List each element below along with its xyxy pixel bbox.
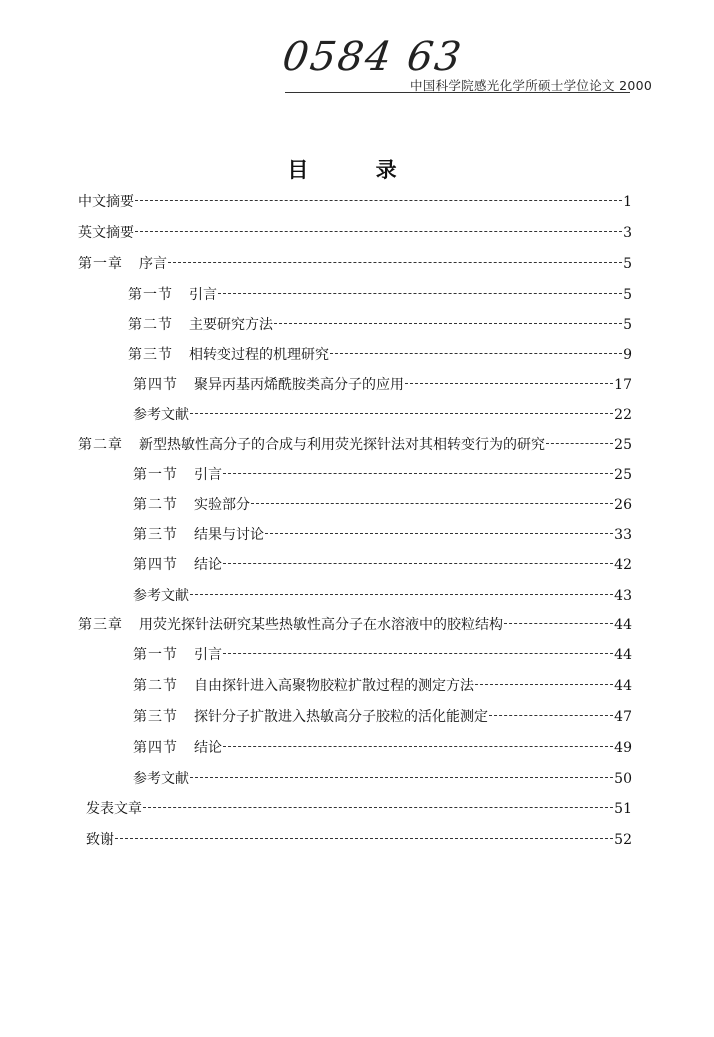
toc-entry-title: 相转变过程的机理研究 [189,347,329,363]
toc-section-number: 第四节 [133,557,178,573]
toc-section-number: 第三节 [133,709,178,725]
toc-entry[interactable] [133,464,632,486]
toc-entry-title: 致谢 [86,832,114,848]
toc-entry-title: 中文摘要 [78,194,134,210]
dotted-leader [251,503,613,504]
dotted-leader [135,200,622,201]
toc-section-number: 第一章 [78,256,123,272]
toc-section-number: 第二章 [78,437,123,453]
handwritten-signature: 0584 63 [279,34,466,80]
toc-entry[interactable] [133,706,632,728]
toc-page-number: 9 [623,347,632,363]
toc-entry-title: 引言 [194,647,222,663]
toc-entry[interactable] [86,829,632,851]
header-rule [285,92,630,93]
toc-entry-title: 实验部分 [194,497,250,513]
toc-section-number: 第二节 [128,317,173,333]
dotted-leader [190,413,613,414]
toc-section-number: 第一节 [133,467,178,483]
toc-entry-title: 参考文献 [133,588,189,604]
toc-entry-title: 结果与讨论 [194,527,264,543]
toc-page-number: 42 [614,557,632,573]
toc-entry[interactable] [133,737,632,759]
toc-entry[interactable] [78,191,632,213]
dotted-leader [330,353,622,354]
toc-page-number: 43 [614,588,632,604]
dotted-leader [190,777,613,778]
toc-page-number: 49 [614,740,632,756]
toc-page-number: 25 [614,437,632,453]
dotted-leader [223,473,613,474]
toc-section-number: 第四节 [133,377,178,393]
toc-entry[interactable] [78,434,632,456]
toc-entry[interactable] [133,374,632,396]
toc-entry[interactable] [78,222,632,244]
running-header: 中国科学院感光化学所硕士学位论文 2000 [410,78,653,93]
toc-entry[interactable] [133,768,632,790]
toc-section-number: 第三节 [128,347,173,363]
toc-section-number: 第一节 [128,287,173,303]
toc-page-number: 51 [614,801,632,817]
toc-entry-title: 序言 [139,256,167,272]
toc-entry[interactable] [78,614,632,636]
toc-page-number: 50 [614,771,632,787]
toc-page-number: 17 [614,377,632,393]
toc-entry[interactable] [128,344,632,366]
toc-entry[interactable] [78,253,632,275]
toc-entry-title: 英文摘要 [78,225,134,241]
toc-entry-title: 参考文献 [133,771,189,787]
toc-entry[interactable] [133,404,632,426]
toc-page-number: 26 [614,497,632,513]
dotted-leader [115,838,613,839]
dotted-leader [223,746,613,747]
dotted-leader [135,231,622,232]
toc-entry[interactable] [133,585,632,607]
toc-entry[interactable] [133,494,632,516]
toc-entry-title: 自由探针进入高聚物胶粒扩散过程的测定方法 [194,678,474,694]
toc-page-number: 44 [614,647,632,663]
toc-entry-title: 发表文章 [86,801,142,817]
toc-entry-title: 参考文献 [133,407,189,423]
toc-entry[interactable] [133,675,632,697]
toc-section-number: 第三章 [78,617,123,633]
dotted-leader [405,383,613,384]
toc-entry[interactable] [133,644,632,666]
toc-entry-title: 结论 [194,740,222,756]
toc-page-number: 33 [614,527,632,543]
toc-entry-title: 聚异丙基丙烯酰胺类高分子的应用 [194,377,404,393]
dotted-leader [489,715,613,716]
dotted-leader [546,443,613,444]
dotted-leader [504,623,613,624]
toc-section-number: 第一节 [133,647,178,663]
dotted-leader [218,293,622,294]
toc-page-number: 5 [623,256,632,272]
dotted-leader [475,684,613,685]
toc-page-number: 44 [614,678,632,694]
toc-entry-title: 主要研究方法 [189,317,273,333]
dotted-leader [190,594,613,595]
dotted-leader [223,653,613,654]
dotted-leader [223,563,613,564]
toc-entry[interactable] [86,798,632,820]
toc-page-number: 52 [614,832,632,848]
toc-section-number: 第二节 [133,497,178,513]
toc-section-number: 第二节 [133,678,178,694]
toc-page-number: 47 [614,709,632,725]
toc-entry-title: 探针分子扩散进入热敏高分子胶粒的活化能测定 [194,709,488,725]
toc-page-number: 5 [623,287,632,303]
toc-entry[interactable] [128,284,632,306]
toc-page-number: 25 [614,467,632,483]
toc-entry-title: 引言 [194,467,222,483]
toc-section-number: 第四节 [133,740,178,756]
toc-section-number: 第三节 [133,527,178,543]
toc-page-number: 44 [614,617,632,633]
toc-page-number: 22 [614,407,632,423]
toc-page-number: 5 [623,317,632,333]
dotted-leader [168,262,622,263]
toc-page-number: 3 [623,225,632,241]
toc-entry-title: 结论 [194,557,222,573]
dotted-leader [274,323,622,324]
toc-page-number: 1 [623,194,632,210]
dotted-leader [143,807,613,808]
dotted-leader [265,533,613,534]
toc-entry-title: 新型热敏性高分子的合成与利用荧光探针法对其相转变行为的研究 [139,437,545,453]
toc-entry-title: 用荧光探针法研究某些热敏性高分子在水溶液中的胶粒结构 [139,617,503,633]
toc-entry[interactable] [128,314,632,336]
toc-entry[interactable] [133,524,632,546]
toc-entry-title: 引言 [189,287,217,303]
toc-entry[interactable] [133,554,632,576]
page-title: 目 录 [287,158,427,182]
